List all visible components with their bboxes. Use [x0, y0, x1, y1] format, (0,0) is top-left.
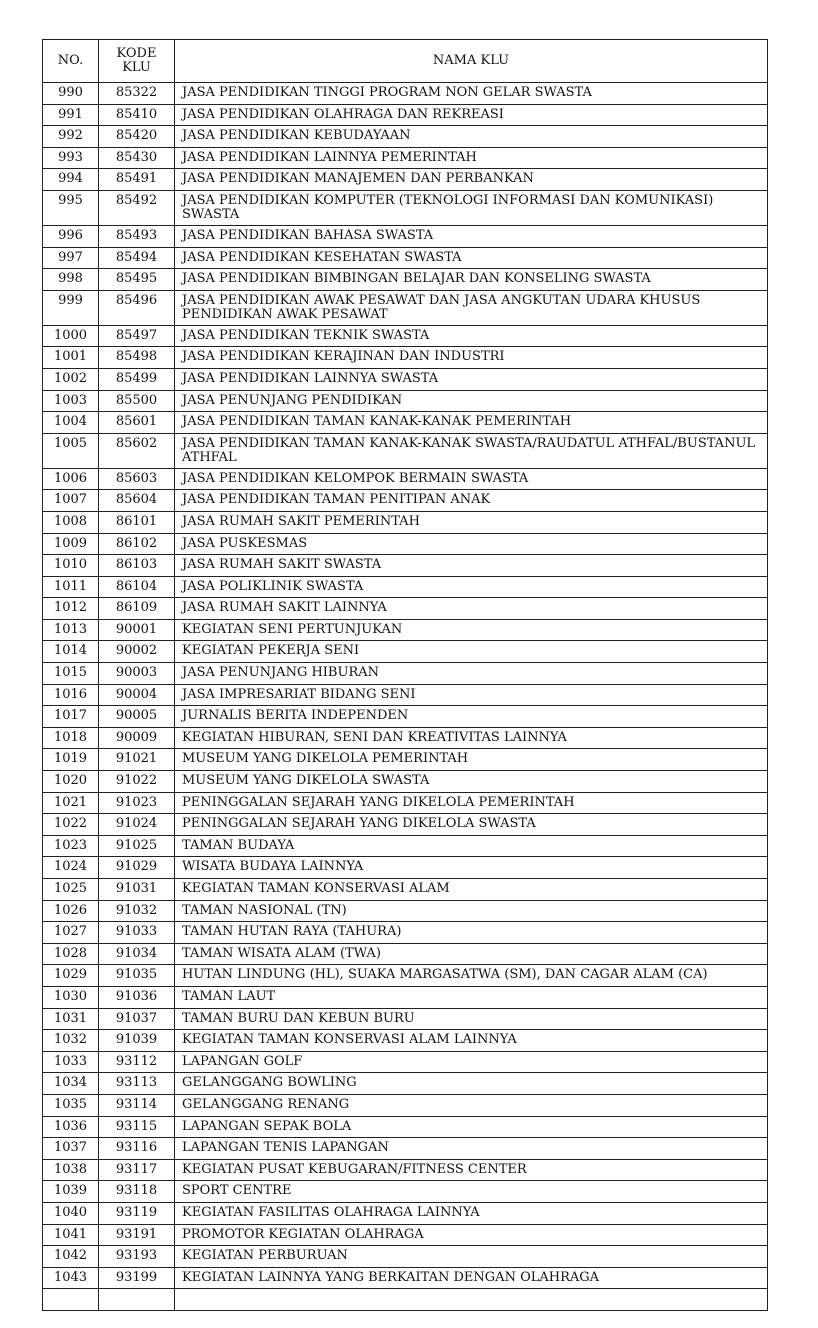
row-no: 1041: [43, 1224, 99, 1246]
row-nama: KEGIATAN LAINNYA YANG BERKAITAN DENGAN OLAHRAGA: [175, 1267, 768, 1289]
row-kode: 85493: [99, 225, 175, 247]
row-kode: 91037: [99, 1008, 175, 1030]
table-row: [43, 663, 768, 685]
table-row: [43, 169, 768, 191]
table-row: [43, 147, 768, 169]
row-no: 1002: [43, 368, 99, 390]
table-row: [43, 104, 768, 126]
table-row: [43, 857, 768, 879]
row-nama: JASA PENDIDIKAN KOMPUTER (TEKNOLOGI INFORMASI DAN KOMUNIKASI) SWASTA: [175, 190, 768, 225]
row-no: 1011: [43, 576, 99, 598]
row-nama: JASA PENDIDIKAN TEKNIK SWASTA: [175, 325, 768, 347]
table-row: [43, 247, 768, 269]
row-kode: 93119: [99, 1202, 175, 1224]
row-nama: JASA PENUNJANG PENDIDIKAN: [175, 390, 768, 412]
row-nama: SPORT CENTRE: [175, 1181, 768, 1203]
table-row: [43, 1224, 768, 1246]
row-kode: 91031: [99, 879, 175, 901]
row-no: 1035: [43, 1094, 99, 1116]
row-kode: 90009: [99, 727, 175, 749]
row-no: 1023: [43, 835, 99, 857]
row-nama: TAMAN HUTAN RAYA (TAHURA): [175, 922, 768, 944]
table-row: [43, 1181, 768, 1203]
row-kode: 91025: [99, 835, 175, 857]
row-nama: JASA RUMAH SAKIT SWASTA: [175, 555, 768, 577]
table-row: [43, 368, 768, 390]
header-no: NO.: [43, 40, 99, 83]
table-row: [43, 347, 768, 369]
row-kode: 91039: [99, 1030, 175, 1052]
row-no: 996: [43, 225, 99, 247]
table-row: [43, 1008, 768, 1030]
row-nama: JASA RUMAH SAKIT PEMERINTAH: [175, 511, 768, 533]
row-nama: KEGIATAN SENI PERTUNJUKAN: [175, 619, 768, 641]
row-no: 1016: [43, 684, 99, 706]
row-kode: 85604: [99, 490, 175, 512]
row-nama: JURNALIS BERITA INDEPENDEN: [175, 706, 768, 728]
row-no: 1003: [43, 390, 99, 412]
table-row: [43, 706, 768, 728]
row-kode: 93191: [99, 1224, 175, 1246]
row-nama: KEGIATAN TAMAN KONSERVASI ALAM: [175, 879, 768, 901]
table-row: [43, 1073, 768, 1095]
row-no: 1000: [43, 325, 99, 347]
row-kode: 93118: [99, 1181, 175, 1203]
row-nama: JASA PENDIDIKAN OLAHRAGA DAN REKREASI: [175, 104, 768, 126]
row-kode: 85410: [99, 104, 175, 126]
row-no: 1036: [43, 1116, 99, 1138]
row-nama: KEGIATAN HIBURAN, SENI DAN KREATIVITAS LAINNYA: [175, 727, 768, 749]
table-row: [43, 290, 768, 325]
row-no: 1038: [43, 1159, 99, 1181]
row-kode: 93114: [99, 1094, 175, 1116]
row-kode: 93193: [99, 1246, 175, 1268]
row-kode: 91021: [99, 749, 175, 771]
row-no: 1032: [43, 1030, 99, 1052]
table-row: [43, 511, 768, 533]
row-no: 1042: [43, 1246, 99, 1268]
table-row: [43, 598, 768, 620]
row-kode: 91022: [99, 771, 175, 793]
row-nama: GELANGGANG RENANG: [175, 1094, 768, 1116]
row-no: 991: [43, 104, 99, 126]
row-no: 1030: [43, 986, 99, 1008]
row-no: 1008: [43, 511, 99, 533]
row-no: 1024: [43, 857, 99, 879]
row-nama: TAMAN BURU DAN KEBUN BURU: [175, 1008, 768, 1030]
table-row: [43, 749, 768, 771]
table-row: [43, 225, 768, 247]
table-row-empty: [43, 1289, 768, 1311]
row-kode: 91034: [99, 943, 175, 965]
table-row: [43, 922, 768, 944]
row-nama: LAPANGAN SEPAK BOLA: [175, 1116, 768, 1138]
row-nama: JASA PENDIDIKAN KELOMPOK BERMAIN SWASTA: [175, 468, 768, 490]
row-nama: JASA PENDIDIKAN TAMAN KANAK-KANAK SWASTA/RAUDATUL ATHFAL/BUSTANUL ATHFAL: [175, 433, 768, 468]
row-nama: KEGIATAN FASILITAS OLAHRAGA LAINNYA: [175, 1202, 768, 1224]
header-nama: NAMA KLU: [175, 40, 768, 83]
row-kode: 91024: [99, 814, 175, 836]
row-kode: 85603: [99, 468, 175, 490]
row-nama: JASA PENDIDIKAN AWAK PESAWAT DAN JASA ANGKUTAN UDARA KHUSUS PENDIDIKAN AWAK PESAWAT: [175, 290, 768, 325]
row-no: 1021: [43, 792, 99, 814]
table-row: [43, 835, 768, 857]
table-row: [43, 814, 768, 836]
empty-cell: [99, 1289, 175, 1311]
row-nama: JASA PENDIDIKAN TINGGI PROGRAM NON GELAR SWASTA: [175, 83, 768, 105]
row-kode: 90003: [99, 663, 175, 685]
row-nama: JASA PENDIDIKAN TAMAN PENITIPAN ANAK: [175, 490, 768, 512]
table-row: [43, 390, 768, 412]
row-kode: 91035: [99, 965, 175, 987]
row-kode: 85496: [99, 290, 175, 325]
row-no: 1010: [43, 555, 99, 577]
row-no: 994: [43, 169, 99, 191]
row-kode: 85602: [99, 433, 175, 468]
row-kode: 85498: [99, 347, 175, 369]
table-row: [43, 965, 768, 987]
row-no: 1043: [43, 1267, 99, 1289]
table-row: [43, 576, 768, 598]
row-kode: 85499: [99, 368, 175, 390]
row-kode: 91033: [99, 922, 175, 944]
row-nama: JASA PENDIDIKAN BIMBINGAN BELAJAR DAN KONSELING SWASTA: [175, 269, 768, 291]
table-row: [43, 533, 768, 555]
row-no: 1014: [43, 641, 99, 663]
table-row: [43, 727, 768, 749]
row-no: 1006: [43, 468, 99, 490]
row-kode: 86102: [99, 533, 175, 555]
row-no: 1009: [43, 533, 99, 555]
table-row: [43, 943, 768, 965]
row-nama: PENINGGALAN SEJARAH YANG DIKELOLA PEMERINTAH: [175, 792, 768, 814]
row-no: 997: [43, 247, 99, 269]
row-nama: JASA PENDIDIKAN MANAJEMEN DAN PERBANKAN: [175, 169, 768, 191]
row-no: 1017: [43, 706, 99, 728]
row-nama: TAMAN NASIONAL (TN): [175, 900, 768, 922]
row-nama: MUSEUM YANG DIKELOLA PEMERINTAH: [175, 749, 768, 771]
row-nama: HUTAN LINDUNG (HL), SUAKA MARGASATWA (SM), DAN CAGAR ALAM (CA): [175, 965, 768, 987]
table-body: [43, 83, 768, 1311]
row-no: 999: [43, 290, 99, 325]
row-no: 1033: [43, 1051, 99, 1073]
row-nama: JASA PENDIDIKAN LAINNYA SWASTA: [175, 368, 768, 390]
row-no: 990: [43, 83, 99, 105]
row-nama: JASA RUMAH SAKIT LAINNYA: [175, 598, 768, 620]
table-row: [43, 900, 768, 922]
empty-cell: [43, 1289, 99, 1311]
row-nama: JASA PENDIDIKAN KERAJINAN DAN INDUSTRI: [175, 347, 768, 369]
row-kode: 93115: [99, 1116, 175, 1138]
row-nama: PROMOTOR KEGIATAN OLAHRAGA: [175, 1224, 768, 1246]
row-nama: JASA PUSKESMAS: [175, 533, 768, 555]
table-row: [43, 269, 768, 291]
row-no: 1013: [43, 619, 99, 641]
table-row: [43, 83, 768, 105]
row-kode: 85497: [99, 325, 175, 347]
row-no: 1034: [43, 1073, 99, 1095]
row-no: 1027: [43, 922, 99, 944]
row-kode: 85430: [99, 147, 175, 169]
row-nama: TAMAN LAUT: [175, 986, 768, 1008]
table-row: [43, 412, 768, 434]
row-no: 1037: [43, 1138, 99, 1160]
row-kode: 85494: [99, 247, 175, 269]
row-kode: 85495: [99, 269, 175, 291]
row-kode: 86109: [99, 598, 175, 620]
row-kode: 91029: [99, 857, 175, 879]
table-row: [43, 190, 768, 225]
row-kode: 85491: [99, 169, 175, 191]
table-row: [43, 490, 768, 512]
row-kode: 85601: [99, 412, 175, 434]
row-nama: WISATA BUDAYA LAINNYA: [175, 857, 768, 879]
row-kode: 85322: [99, 83, 175, 105]
row-no: 998: [43, 269, 99, 291]
row-nama: JASA PENUNJANG HIBURAN: [175, 663, 768, 685]
table-row: [43, 641, 768, 663]
header-row: [43, 40, 768, 83]
table-row: [43, 771, 768, 793]
row-nama: KEGIATAN PEKERJA SENI: [175, 641, 768, 663]
row-kode: 91032: [99, 900, 175, 922]
row-nama: LAPANGAN TENIS LAPANGAN: [175, 1138, 768, 1160]
header-kode: KODE KLU: [99, 40, 175, 83]
row-no: 1039: [43, 1181, 99, 1203]
row-nama: KEGIATAN TAMAN KONSERVASI ALAM LAINNYA: [175, 1030, 768, 1052]
row-nama: PENINGGALAN SEJARAH YANG DIKELOLA SWASTA: [175, 814, 768, 836]
table-row: [43, 879, 768, 901]
table-row: [43, 1051, 768, 1073]
table-row: [43, 1159, 768, 1181]
row-no: 1025: [43, 879, 99, 901]
table-row: [43, 792, 768, 814]
table-row: [43, 1094, 768, 1116]
row-kode: 90004: [99, 684, 175, 706]
row-kode: 90002: [99, 641, 175, 663]
row-kode: 93117: [99, 1159, 175, 1181]
table-row: [43, 1138, 768, 1160]
row-kode: 85492: [99, 190, 175, 225]
row-nama: LAPANGAN GOLF: [175, 1051, 768, 1073]
row-kode: 91036: [99, 986, 175, 1008]
row-nama: JASA PENDIDIKAN BAHASA SWASTA: [175, 225, 768, 247]
klu-table: [42, 39, 768, 1311]
table-row: [43, 1267, 768, 1289]
row-no: 1005: [43, 433, 99, 468]
row-no: 1020: [43, 771, 99, 793]
row-nama: TAMAN WISATA ALAM (TWA): [175, 943, 768, 965]
row-no: 1029: [43, 965, 99, 987]
table-row: [43, 433, 768, 468]
row-no: 1015: [43, 663, 99, 685]
row-kode: 86104: [99, 576, 175, 598]
table-row: [43, 555, 768, 577]
row-nama: JASA PENDIDIKAN LAINNYA PEMERINTAH: [175, 147, 768, 169]
row-no: 1031: [43, 1008, 99, 1030]
row-kode: 85420: [99, 126, 175, 148]
row-no: 1018: [43, 727, 99, 749]
row-kode: 85500: [99, 390, 175, 412]
row-no: 1019: [43, 749, 99, 771]
table-row: [43, 468, 768, 490]
row-nama: KEGIATAN PUSAT KEBUGARAN/FITNESS CENTER: [175, 1159, 768, 1181]
row-nama: GELANGGANG BOWLING: [175, 1073, 768, 1095]
table-row: [43, 1202, 768, 1224]
row-no: 1001: [43, 347, 99, 369]
table-row: [43, 126, 768, 148]
row-nama: MUSEUM YANG DIKELOLA SWASTA: [175, 771, 768, 793]
table-row: [43, 684, 768, 706]
row-nama: TAMAN BUDAYA: [175, 835, 768, 857]
row-nama: JASA PENDIDIKAN KESEHATAN SWASTA: [175, 247, 768, 269]
row-kode: 86103: [99, 555, 175, 577]
table-row: [43, 1116, 768, 1138]
row-no: 1026: [43, 900, 99, 922]
row-no: 1007: [43, 490, 99, 512]
row-nama: JASA IMPRESARIAT BIDANG SENI: [175, 684, 768, 706]
row-kode: 93112: [99, 1051, 175, 1073]
row-no: 1022: [43, 814, 99, 836]
row-nama: KEGIATAN PERBURUAN: [175, 1246, 768, 1268]
row-kode: 90005: [99, 706, 175, 728]
row-no: 993: [43, 147, 99, 169]
table-row: [43, 1030, 768, 1052]
row-kode: 93113: [99, 1073, 175, 1095]
table-row: [43, 325, 768, 347]
row-no: 1004: [43, 412, 99, 434]
row-nama: JASA PENDIDIKAN KEBUDAYAAN: [175, 126, 768, 148]
row-nama: JASA PENDIDIKAN TAMAN KANAK-KANAK PEMERINTAH: [175, 412, 768, 434]
row-no: 995: [43, 190, 99, 225]
row-kode: 93199: [99, 1267, 175, 1289]
table-row: [43, 1246, 768, 1268]
table-row: [43, 619, 768, 641]
row-no: 992: [43, 126, 99, 148]
row-nama: JASA POLIKLINIK SWASTA: [175, 576, 768, 598]
empty-cell: [175, 1289, 768, 1311]
row-no: 1040: [43, 1202, 99, 1224]
row-kode: 93116: [99, 1138, 175, 1160]
row-no: 1012: [43, 598, 99, 620]
row-kode: 90001: [99, 619, 175, 641]
row-kode: 86101: [99, 511, 175, 533]
table-row: [43, 986, 768, 1008]
row-kode: 91023: [99, 792, 175, 814]
row-no: 1028: [43, 943, 99, 965]
